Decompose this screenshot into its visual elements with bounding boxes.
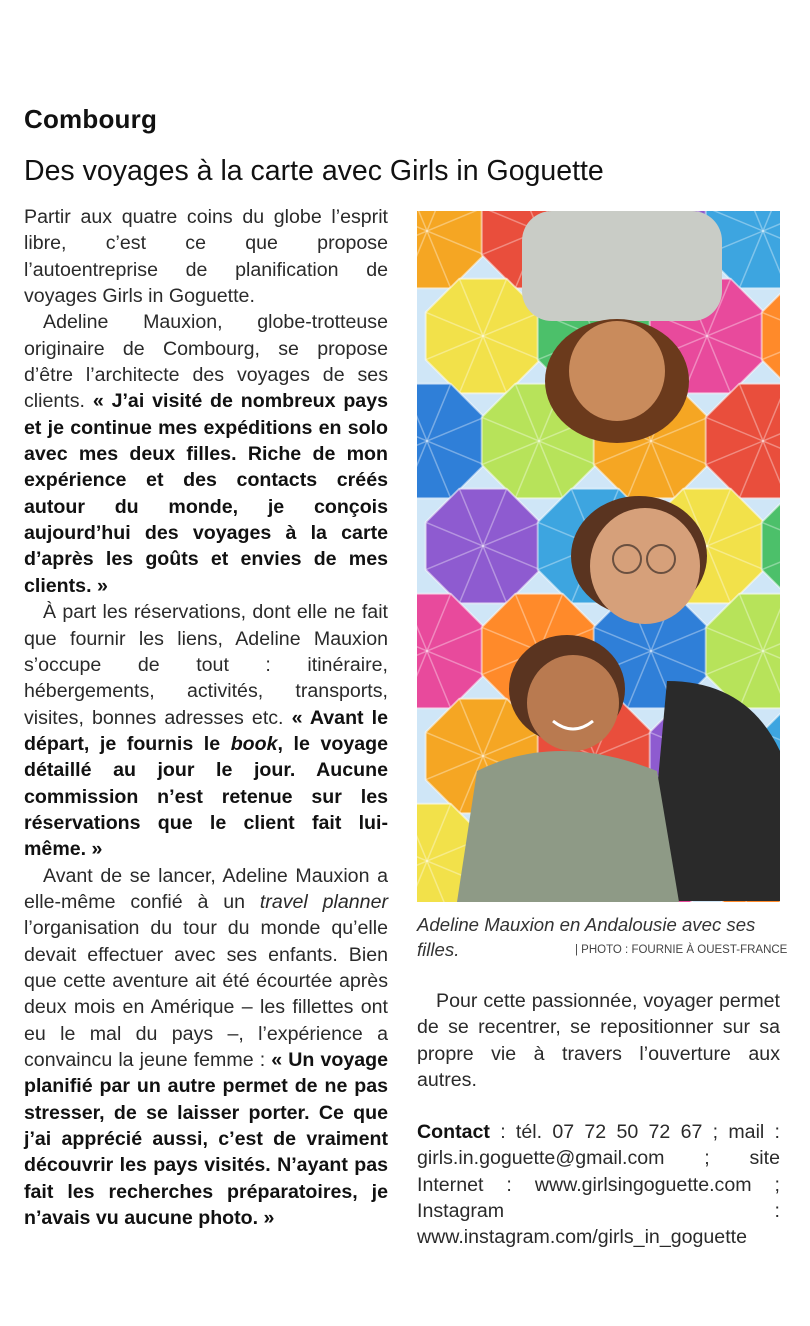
figure-girl-dress — [457, 751, 679, 902]
figure-woman-face — [590, 508, 700, 624]
quote-1: « J’ai visité de nombreux pays et je continue mes expéditions en solo avec mes deux filles. Riche de mon expérience et des contacts créés autour du monde, je conçois aujourd’hui des voyages à la carte d’après les goûts et envies de mes clients. » — [24, 390, 388, 597]
paragraph-2: Adeline Mauxion, globe-trotteuse originaire de Combourg, se propose d’être l’architecte des voyages de ses clients. « J’ai visité de nombreux pays et je continue mes expéditions en solo avec mes deux filles. Riche de mon expérience et des contacts créés autour du monde, je conçois aujourd’hui des voyages à la carte d’après les goûts et envies de mes clients. » — [24, 311, 388, 597]
quote-2: « Avant le départ, je fournis le book, le voyage détaillé au jour le jour. Aucune commission n’est retenue sur les réservations que le client fait lui-même. » — [24, 706, 388, 861]
paragraph-1: Partir aux quatre coins du globe l’esprit libre, c’est ce que propose l’autoentreprise de planification de voyages Girls in Goguette. — [24, 206, 388, 308]
umbrellas-photo-illustration — [417, 211, 780, 902]
photo-credit: | PHOTO : FOURNIE À OUEST-FRANCE — [575, 944, 788, 956]
article-body-left — [24, 204, 388, 1231]
article-body-right — [417, 988, 780, 1093]
contact-details: : tél. 07 72 50 72 67 ; mail : girls.in.goguette@gmail.com ; site Internet : www.girlsingoguette.com ; Instagram : www.instagram.com/girls_in_goguette — [417, 1121, 781, 1249]
paragraph-5: Pour cette passionnée, voyager permet de se recentrer, se repositionner sur sa propre vie à travers l’ouverture aux autres. — [417, 990, 780, 1092]
contact-label: Contact — [417, 1121, 490, 1143]
paragraph-4: Avant de se lancer, Adeline Mauxion a elle-même confié à un travel planner l’organisation du tour du monde qu’elle devait effectuer avec ses enfants. Bien que cette aventure ait été écourtée après deux mois en Amérique – les fillettes ont eu le mal du pays –, l’expérience a convaincu la jeune femme : « Un voyage planifié par un autre permet de ne pas stresser, de se laisser porter. Ce que j’ai apprécié aussi, c’est de vraiment découvrir les pays visités. N’ayant pas fait les recherches préparatoires, je n’avais vu aucune photo. » — [24, 864, 388, 1230]
section-city: Combourg — [24, 104, 158, 134]
quote-3: « Un voyage planifié par un autre permet de ne pas stresser, de se laisser porter. Ce que j’ai apprécié aussi, c’est de vraiment découvrir les pays visités. N’ayant pas fait les recherches préparatoires, je n’avais vu aucune photo. » — [24, 1049, 388, 1230]
article-headline: Des voyages à la carte avec Girls in Goguette — [24, 155, 604, 187]
figure-girl-face — [527, 655, 619, 751]
photo-caption: Adeline Mauxion en Andalousie avec ses filles. — [417, 914, 756, 960]
figure-top-face — [569, 321, 665, 421]
contact-block — [417, 1119, 780, 1251]
article-photo — [417, 211, 780, 902]
paragraph-3: À part les réservations, dont elle ne fait que fournir les liens, Adeline Mauxion s’occupe de tout : itinéraire, hébergements, activités, transports, visites, bonnes adresses etc. « Avant le départ, je fournis le book, le voyage détaillé au jour le jour. Aucune commission n’est retenue sur les réservations que le client fait lui-même. » — [24, 601, 388, 861]
figure-top-shirt — [522, 211, 722, 321]
